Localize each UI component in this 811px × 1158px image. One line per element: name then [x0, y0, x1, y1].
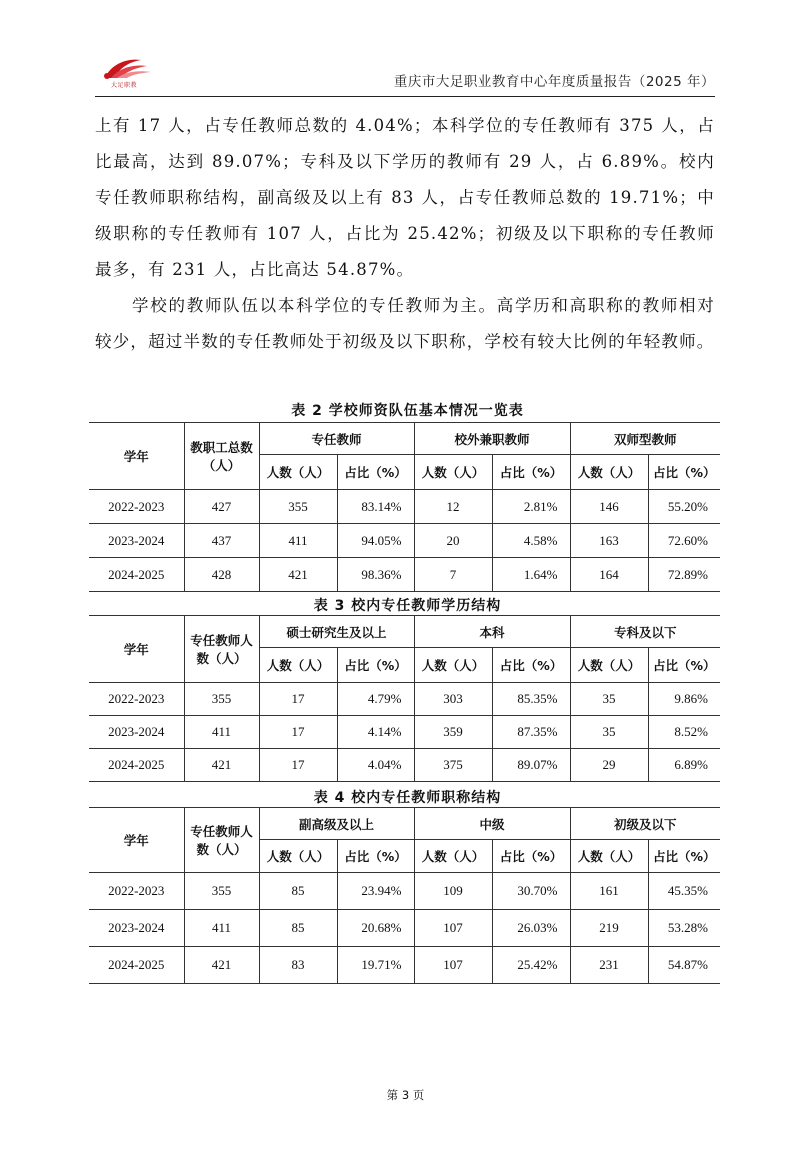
- table-cell: 83: [259, 947, 337, 984]
- table-cell: 2024-2025: [89, 558, 184, 592]
- table-cell: 163: [570, 524, 648, 558]
- table-cell: 12: [414, 490, 492, 524]
- table-cell: 94.05%: [337, 524, 414, 558]
- table-cell: 161: [570, 873, 648, 910]
- table2-caption: 表 2 学校师资队伍基本情况一览表: [291, 403, 524, 419]
- table-cell: 2.81%: [492, 490, 570, 524]
- table-row: [89, 749, 720, 782]
- table-cell: 421: [259, 558, 337, 592]
- table-cell: 85: [259, 910, 337, 947]
- table-cell: 303: [414, 683, 492, 716]
- table-cell: 2022-2023: [89, 683, 184, 716]
- table-row: [89, 683, 720, 716]
- sub-ratio: 占比（%）: [337, 455, 414, 490]
- table-cell: 355: [184, 873, 259, 910]
- group-fulltime: 专任教师: [259, 423, 414, 455]
- table-cell: 231: [570, 947, 648, 984]
- sub-ratio: 占比（%）: [492, 455, 570, 490]
- table-cell: 30.70%: [492, 873, 570, 910]
- table-cell: 219: [570, 910, 648, 947]
- sub-ratio: 占比（%）: [492, 840, 570, 873]
- table-cell: 1.64%: [492, 558, 570, 592]
- col-total: 教职工总数（人）: [184, 423, 259, 490]
- table-cell: 53.28%: [648, 910, 720, 947]
- table-cell: 2024-2025: [89, 749, 184, 782]
- table-cell: 72.60%: [648, 524, 720, 558]
- table-cell: 87.35%: [492, 716, 570, 749]
- table-cell: 2024-2025: [89, 947, 184, 984]
- table-row: [89, 910, 720, 947]
- table-cell: 164: [570, 558, 648, 592]
- table-cell: 17: [259, 749, 337, 782]
- table-cell: 355: [259, 490, 337, 524]
- table-cell: 421: [184, 947, 259, 984]
- table3-education-structure: [89, 615, 720, 782]
- table3-caption: 表 3 校内专任教师学历结构: [313, 598, 502, 614]
- table-cell: 85.35%: [492, 683, 570, 716]
- table-cell: 35: [570, 716, 648, 749]
- table-cell: 2023-2024: [89, 524, 184, 558]
- table-row: [89, 947, 720, 984]
- table-cell: 72.89%: [648, 558, 720, 592]
- table-cell: 107: [414, 910, 492, 947]
- table-row: [89, 524, 720, 558]
- group-master: 硕士研究生及以上: [259, 616, 414, 648]
- table-cell: 17: [259, 683, 337, 716]
- table-cell: 29: [570, 749, 648, 782]
- table-cell: 411: [184, 716, 259, 749]
- col-total: 专任教师人数（人）: [184, 616, 259, 683]
- table-row: [89, 873, 720, 910]
- table-cell: 2023-2024: [89, 910, 184, 947]
- sub-count: 人数（人）: [570, 455, 648, 490]
- group-junior: 初级及以下: [570, 808, 720, 840]
- sub-ratio: 占比（%）: [492, 648, 570, 683]
- sub-count: 人数（人）: [259, 648, 337, 683]
- table-cell: 359: [414, 716, 492, 749]
- table-cell: 19.71%: [337, 947, 414, 984]
- table-cell: 109: [414, 873, 492, 910]
- table-cell: 2022-2023: [89, 490, 184, 524]
- sub-count: 人数（人）: [570, 648, 648, 683]
- table-row: [89, 490, 720, 524]
- sub-count: 人数（人）: [259, 455, 337, 490]
- table-cell: 83.14%: [337, 490, 414, 524]
- sub-count: 人数（人）: [414, 648, 492, 683]
- table-cell: 26.03%: [492, 910, 570, 947]
- table2-staff-overview: [89, 422, 720, 592]
- sub-ratio: 占比（%）: [337, 648, 414, 683]
- sub-ratio: 占比（%）: [337, 840, 414, 873]
- group-dual: 双师型教师: [570, 423, 720, 455]
- table4-caption: 表 4 校内专任教师职称结构: [313, 790, 502, 806]
- table-cell: 35: [570, 683, 648, 716]
- sub-count: 人数（人）: [259, 840, 337, 873]
- group-college: 专科及以下: [570, 616, 720, 648]
- col-year: 学年: [89, 808, 184, 873]
- table-row: [89, 558, 720, 592]
- logo-text: 大足职教: [111, 82, 138, 89]
- table-cell: 20: [414, 524, 492, 558]
- table-cell: 89.07%: [492, 749, 570, 782]
- sub-count: 人数（人）: [414, 840, 492, 873]
- table-cell: 427: [184, 490, 259, 524]
- table-cell: 98.36%: [337, 558, 414, 592]
- table-cell: 355: [184, 683, 259, 716]
- page-number: 第 3 页: [386, 1088, 425, 1102]
- table-cell: 411: [259, 524, 337, 558]
- table-cell: 428: [184, 558, 259, 592]
- table-cell: 54.87%: [648, 947, 720, 984]
- table-cell: 6.89%: [648, 749, 720, 782]
- table-cell: 55.20%: [648, 490, 720, 524]
- sub-count: 人数（人）: [570, 840, 648, 873]
- table-cell: 25.42%: [492, 947, 570, 984]
- paragraph-1: 上有 17 人，占专任教师总数的 4.04%；本科学位的专任教师有 375 人，占比最高，达到 89.07%；专科及以下学历的教师有 29 人，占 6.89%。校内专任教师职称结构，副高级及以上有 83 人，占专任教师总数的 19.71%；中级职称的专任教师有 107 人，占比为 25.42%；初级及以下职称的专任教师最多，有 231 人，占比高达 54.87%。: [95, 116, 715, 279]
- report-title: 重庆市大足职业教育中心年度质量报告（2025 年）: [393, 74, 715, 90]
- table-cell: 421: [184, 749, 259, 782]
- group-parttime: 校外兼职教师: [414, 423, 570, 455]
- table-cell: 2022-2023: [89, 873, 184, 910]
- sub-ratio: 占比（%）: [648, 648, 720, 683]
- table-cell: 20.68%: [337, 910, 414, 947]
- table4-title-structure: [89, 807, 720, 984]
- table-cell: 437: [184, 524, 259, 558]
- school-logo: [97, 56, 161, 92]
- table-cell: 4.58%: [492, 524, 570, 558]
- table-cell: 17: [259, 716, 337, 749]
- group-senior: 副高级及以上: [259, 808, 414, 840]
- col-total: 专任教师人数（人）: [184, 808, 259, 873]
- table-cell: 9.86%: [648, 683, 720, 716]
- table-cell: 107: [414, 947, 492, 984]
- table-cell: 7: [414, 558, 492, 592]
- page-header: [95, 54, 715, 97]
- sub-ratio: 占比（%）: [648, 840, 720, 873]
- group-intermediate: 中级: [414, 808, 570, 840]
- table-cell: 375: [414, 749, 492, 782]
- paragraph-2: 学校的教师队伍以本科学位的专任教师为主。高学历和高职称的教师相对较少，超过半数的专任教师处于初级及以下职称，学校有较大比例的年轻教师。: [95, 296, 715, 351]
- table-cell: 45.35%: [648, 873, 720, 910]
- col-year: 学年: [89, 423, 184, 490]
- table-cell: 8.52%: [648, 716, 720, 749]
- table-cell: 4.14%: [337, 716, 414, 749]
- table-cell: 23.94%: [337, 873, 414, 910]
- body-text: [95, 108, 715, 360]
- table-cell: 4.04%: [337, 749, 414, 782]
- table-cell: 4.79%: [337, 683, 414, 716]
- table-cell: 85: [259, 873, 337, 910]
- sub-count: 人数（人）: [414, 455, 492, 490]
- table-cell: 146: [570, 490, 648, 524]
- col-year: 学年: [89, 616, 184, 683]
- sub-ratio: 占比（%）: [648, 455, 720, 490]
- table-cell: 2023-2024: [89, 716, 184, 749]
- group-bachelor: 本科: [414, 616, 570, 648]
- table-row: [89, 716, 720, 749]
- table-cell: 411: [184, 910, 259, 947]
